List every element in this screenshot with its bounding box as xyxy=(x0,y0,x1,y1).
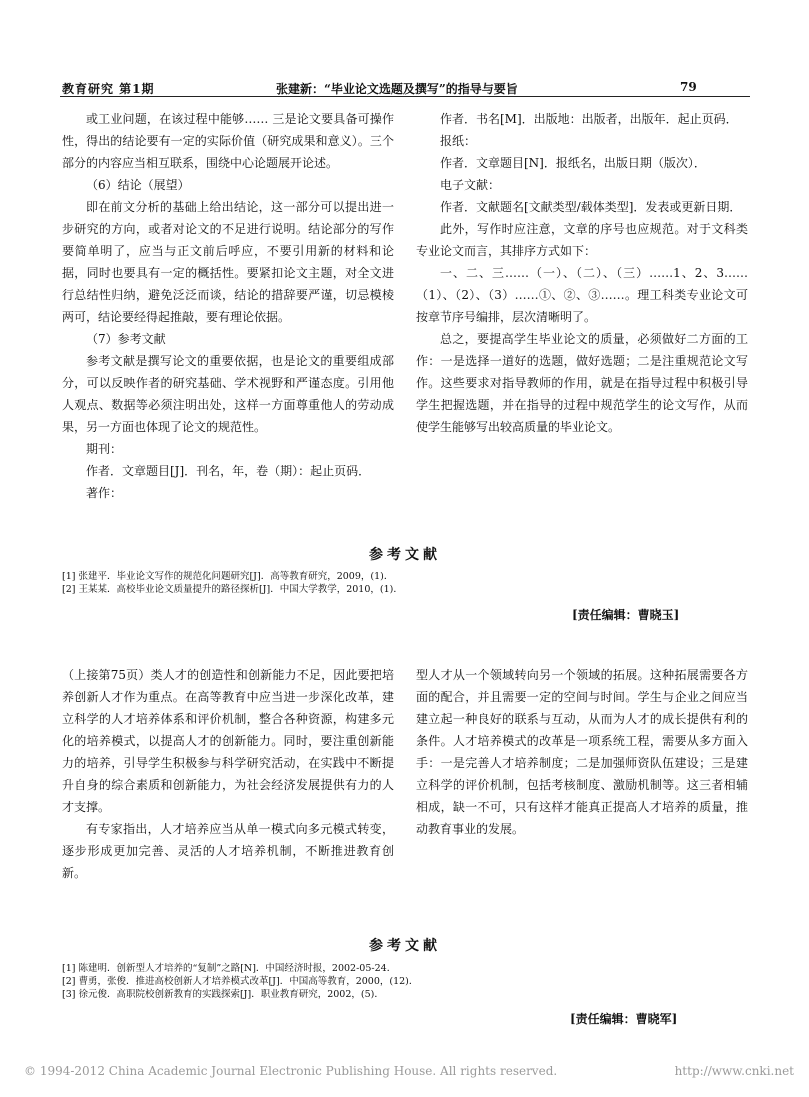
reference-item: [2] 王某某．高校毕业论文质量提升的路径探析[J]．中国大学教学，2010，(1)． xyxy=(62,584,403,595)
format-label-journal: 期刊： xyxy=(86,442,123,456)
section-heading-references: （7）参考文献 xyxy=(86,332,166,346)
body-paragraph: 型人才从一个领域转向另一个领域的拓展。这种拓展需要各方面的配合，并且需要一定的空间与时间。学生与企业之间应当建立起一种良好的联系与互动，从而为人才的成长提供有利的条件。人才培养模式的改革是一项系统工程，需要从多方面入手：一是完善人才培养制度；二是加强师资队伍建设；三是建立科学的评价机制，包括考核制度、激励机制等。这三者相辅相成，缺一不可，只有这样才能真正提高人才培养的质量，推动教育事业的发展。 xyxy=(416,668,748,836)
running-header-journal: 教育研究 第1期 xyxy=(62,82,155,96)
article-column-right-2 xyxy=(416,664,748,840)
format-label-electronic: 电子文献： xyxy=(440,178,501,192)
copyright-footer xyxy=(24,1064,794,1078)
references-title: 参考文献 xyxy=(369,547,441,563)
responsible-editor: [责任编辑：曹晓玉] xyxy=(572,608,680,622)
reference-list xyxy=(62,570,752,596)
format-newspaper: 作者．文章题目[N]．报纸名，出版日期（版次）． xyxy=(440,156,706,170)
body-paragraph: 即在前文分析的基础上给出结论，这一部分可以提出进一步研究的方向，或者对论文的不足进行说明。结论部分的写作要简单明了，应当与正文前后呼应，不要引用新的材料和论据，同时也要具有一定的概括性。要紧扣论文主题，对全文进行总结性归纳，避免泛泛而谈，结论的措辞要严谨，切忌模棱两可，结论要经得起推敲，要有理论依据。 xyxy=(62,200,394,324)
header-rule xyxy=(60,96,750,97)
numbering-sequence: 一、二、三……（一）、（二）、（三）……1、2、3……（1）、（2）、（3）……①、②、③……。理工科类专业论文可按章节序号编排，层次清晰明了。 xyxy=(416,266,748,324)
section-heading-conclusion: （6）结论（展望） xyxy=(86,178,190,192)
body-paragraph: 总之，要提高学生毕业论文的质量，必须做好二方面的工作：一是选择一道好的选题，做好选题；二是注重规范论文写作。这些要求对指导教师的作用，就是在指导过程中积极引导学生把握选题，并在指导的过程中规范学生的论文写作，从而使学生能够写出较高质量的毕业论文。 xyxy=(416,332,748,434)
article-column-left xyxy=(62,108,394,504)
references-title-2: 参考文献 xyxy=(369,938,441,954)
reference-item: [1] 张建平．毕业论文写作的规范化问题研究[J]．高等教育研究，2009，(1)． xyxy=(62,571,394,582)
responsible-editor-2: [责任编辑：曹晓军] xyxy=(570,1012,678,1026)
format-label-newspaper: 报纸： xyxy=(440,134,477,148)
body-paragraph: 此外，写作时应注意，文章的序号也应规范。对于文科类专业论文而言，其排序方式如下： xyxy=(416,222,748,258)
cnki-link[interactable]: http://www.cnki.net xyxy=(674,1064,794,1078)
reference-item: [3] 徐元俊．高职院校创新教育的实践探索[J]．职业教育研究，2002，(5)． xyxy=(62,989,384,1000)
page-number: 79 xyxy=(680,80,697,94)
body-paragraph: 有专家指出，人才培养应当从单一模式向多元模式转变，逐步形成更加完善、灵活的人才培养机制，不断推进教育创新。 xyxy=(62,822,394,880)
body-paragraph: 参考文献是撰写论文的重要依据，也是论文的重要组成部分，可以反映作者的研究基础、学术视野和严谨态度。引用他人观点、数据等必须注明出处，这样一方面尊重他人的劳动成果，另一方面也体现了论文的规范性。 xyxy=(62,354,394,434)
format-journal: 作者．文章题目[J]．刊名，年，卷（期）：起止页码． xyxy=(86,464,371,478)
reference-item: [1] 陈建明．创新型人才培养的“复制”之路[N]．中国经济时报，2002-05-24． xyxy=(62,963,397,974)
article-column-right xyxy=(416,108,748,438)
running-header-title: 张建新：“毕业论文选题及撰写”的指导与要旨 xyxy=(276,82,518,96)
article-column-left-2 xyxy=(62,664,394,884)
format-electronic: 作者．文献题名[文献类型/载体类型]．发表或更新日期． xyxy=(440,200,742,214)
format-book: 作者．书名[M]．出版地：出版者，出版年．起止页码． xyxy=(440,112,738,126)
body-paragraph: （上接第75页）类人才的创造性和创新能力不足，因此要把培养创新人才作为重点。在高等教育中应当进一步深化改革，建立科学的人才培养体系和评价机制，整合各种资源，构建多元化的培养模式，以提高人才的创新能力。同时，要注重创新能力的培养，引导学生积极参与科学研究活动，在实践中不断提升自身的综合素质和创新能力，为社会经济发展提供有力的人才支撑。 xyxy=(62,668,394,814)
body-paragraph: 或工业问题，在该过程中能够…… 三是论文要具备可操作性，得出的结论要有一定的实际价值（研究成果和意义）。三个部分的内容应当相互联系，围绕中心论题展开论述。 xyxy=(62,112,394,170)
reference-list-2 xyxy=(62,962,752,1001)
reference-item: [2] 曹勇，张俊．推进高校创新人才培养模式改革[J]．中国高等教育，2000，(12)． xyxy=(62,976,419,987)
format-label-book: 著作： xyxy=(86,486,123,500)
copyright-text: © 1994-2012 China Academic Journal Electronic Publishing House. All rights reserved. xyxy=(24,1064,558,1078)
